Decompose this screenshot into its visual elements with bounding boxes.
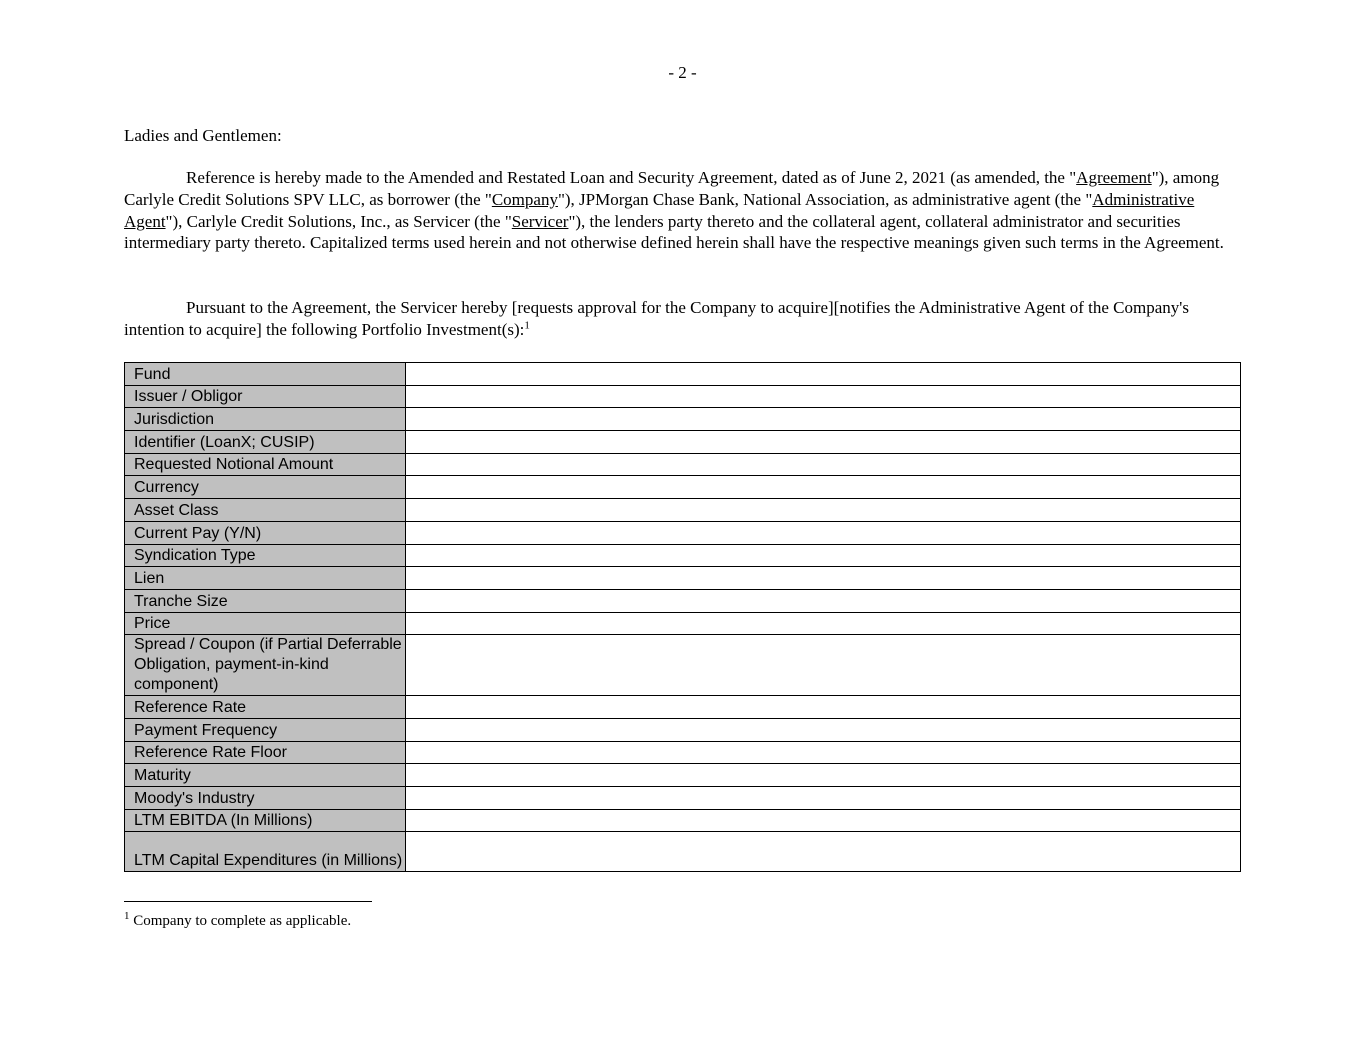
row-label: Moody's Industry bbox=[125, 787, 406, 810]
table-row bbox=[125, 787, 1241, 810]
row-label: Identifier (LoanX; CUSIP) bbox=[125, 431, 406, 454]
row-label: Jurisdiction bbox=[125, 408, 406, 431]
reference-text-4: "), Carlyle Credit Solutions, Inc., as Servicer (the " bbox=[165, 211, 512, 231]
table-row bbox=[125, 589, 1241, 612]
row-label: Tranche Size bbox=[125, 589, 406, 612]
defined-term-administrative-agent: Administrative Agent bbox=[124, 189, 1195, 231]
row-label: Requested Notional Amount bbox=[125, 453, 406, 476]
row-label: Spread / Coupon (if Partial Deferrable Obligation, payment-in-kind component) bbox=[125, 635, 406, 696]
portfolio-table-body bbox=[125, 363, 1241, 872]
row-value bbox=[406, 567, 1241, 590]
row-label: Current Pay (Y/N) bbox=[125, 521, 406, 544]
reference-paragraph bbox=[124, 167, 1242, 254]
table-row bbox=[125, 809, 1241, 832]
reference-text-3: "), JPMorgan Chase Bank, National Association, as administrative agent (the " bbox=[557, 189, 1093, 209]
row-value bbox=[406, 499, 1241, 522]
row-label: Asset Class bbox=[125, 499, 406, 522]
table-row bbox=[125, 567, 1241, 590]
table-row bbox=[125, 453, 1241, 476]
table-row bbox=[125, 764, 1241, 787]
table-row bbox=[125, 718, 1241, 741]
table-row bbox=[125, 832, 1241, 872]
defined-term-agreement: Agreement bbox=[1076, 168, 1152, 187]
reference-text-2: "), among Carlyle Credit Solutions SPV LLC, as borrower (the " bbox=[124, 168, 1220, 209]
row-value bbox=[406, 741, 1241, 764]
row-value bbox=[406, 408, 1241, 431]
table-row bbox=[125, 408, 1241, 431]
row-label: Fund bbox=[125, 363, 406, 386]
row-value bbox=[406, 453, 1241, 476]
footnote-text: Company to complete as applicable. bbox=[129, 913, 352, 929]
footnote-marker: 1 bbox=[124, 910, 130, 922]
row-label: Currency bbox=[125, 476, 406, 499]
row-label: Price bbox=[125, 612, 406, 635]
row-value bbox=[406, 431, 1241, 454]
defined-term-company: Company bbox=[491, 189, 558, 209]
table-row bbox=[125, 499, 1241, 522]
salutation: Ladies and Gentlemen: bbox=[124, 126, 282, 145]
reference-text-1: Reference is hereby made to the Amended and Restated Loan and Security Agreement, dated as of June 2, 2021 (as amended, the " bbox=[186, 168, 1077, 187]
page-number: - 2 - bbox=[668, 63, 697, 82]
row-value bbox=[406, 521, 1241, 544]
table-row bbox=[125, 696, 1241, 719]
row-label: LTM Capital Expenditures (in Millions) bbox=[125, 832, 406, 872]
row-label: Payment Frequency bbox=[125, 718, 406, 741]
row-label: Issuer / Obligor bbox=[125, 385, 406, 408]
table-row bbox=[125, 476, 1241, 499]
row-value bbox=[406, 696, 1241, 719]
table-row bbox=[125, 741, 1241, 764]
row-value bbox=[406, 589, 1241, 612]
pursuant-paragraph bbox=[124, 297, 1242, 341]
row-value bbox=[406, 544, 1241, 567]
portfolio-investment-table bbox=[124, 362, 1241, 872]
pursuant-text: Pursuant to the Agreement, the Servicer hereby [requests approval for the Company to acquire][notifies the Administrative Agent of the Company's intention to acquire] the following Portfolio Investment(s): bbox=[124, 298, 1189, 339]
row-value bbox=[406, 635, 1241, 696]
row-value bbox=[406, 363, 1241, 386]
row-label: Reference Rate bbox=[125, 696, 406, 719]
table-row bbox=[125, 544, 1241, 567]
footnote-reference: 1 bbox=[524, 319, 530, 332]
table-row bbox=[125, 612, 1241, 635]
table-row bbox=[125, 363, 1241, 386]
row-label: Maturity bbox=[125, 764, 406, 787]
row-label: Lien bbox=[125, 567, 406, 590]
table-row bbox=[125, 521, 1241, 544]
row-value bbox=[406, 832, 1241, 872]
defined-term-servicer: Servicer bbox=[511, 211, 569, 231]
row-value bbox=[406, 476, 1241, 499]
row-label: LTM EBITDA (In Millions) bbox=[125, 809, 406, 832]
row-value bbox=[406, 718, 1241, 741]
row-value bbox=[406, 787, 1241, 810]
footnote bbox=[124, 911, 351, 931]
table-row bbox=[125, 385, 1241, 408]
table-row bbox=[125, 431, 1241, 454]
footnote-divider bbox=[124, 901, 372, 902]
row-value bbox=[406, 764, 1241, 787]
row-value bbox=[406, 612, 1241, 635]
row-label: Syndication Type bbox=[125, 544, 406, 567]
row-value bbox=[406, 809, 1241, 832]
row-value bbox=[406, 385, 1241, 408]
row-label: Reference Rate Floor bbox=[125, 741, 406, 764]
reference-text-5: "), the lenders party thereto and the collateral agent, collateral administrator and securities intermediary party thereto. Capitalized terms used herein and not otherwise defined herein shall have the respective meanings given such terms in the Agreement. bbox=[124, 211, 1224, 253]
table-row bbox=[125, 635, 1241, 696]
